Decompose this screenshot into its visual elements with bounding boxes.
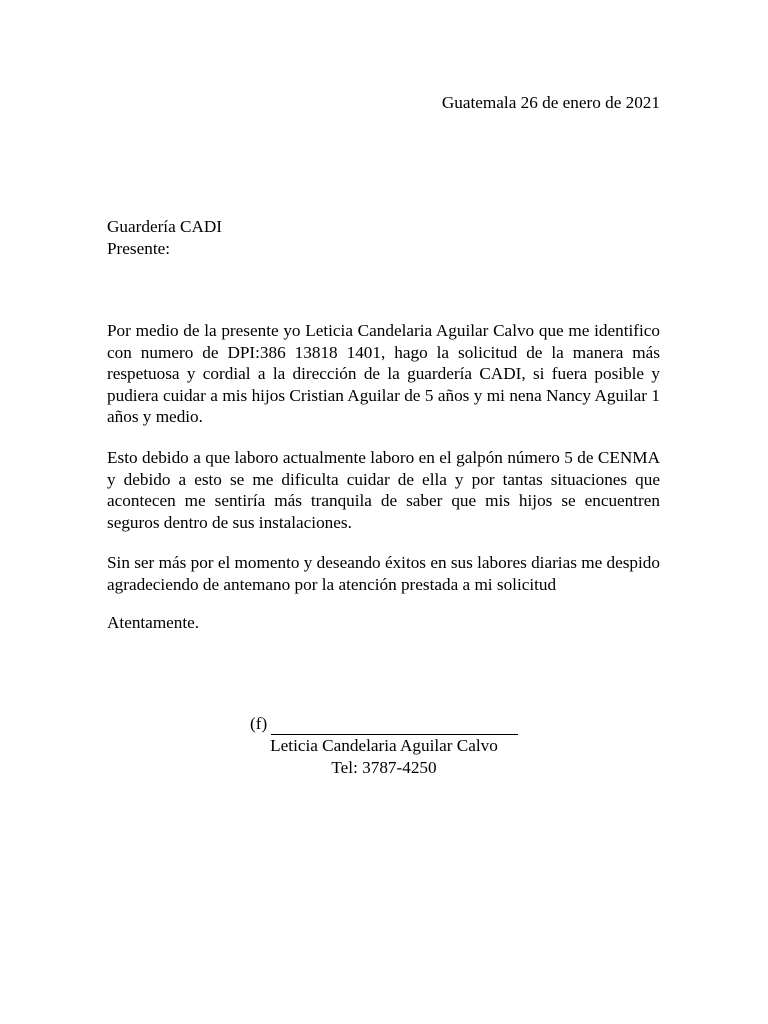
- closing-line: Atentamente.: [107, 613, 200, 632]
- body-paragraph-request: Por medio de la presente yo Leticia Candelaria Aguilar Calvo que me identifico con numero de DPI:386 13818 1401, hago la solicitud de la manera más respetuosa y cordial a la dirección de la guardería CADI, si fuera posible y pudiera cuidar a mis hijos Cristian Aguilar de 5 años y mi nena Nancy Aguilar 1 años y medio.: [107, 321, 660, 427]
- signatory-name: Leticia Candelaria Aguilar Calvo: [270, 736, 498, 755]
- signature-block: [250, 713, 518, 779]
- signature-line: [250, 713, 518, 735]
- recipient-salutation: Presente:: [107, 239, 171, 258]
- signatory-phone: Tel: 3787-4250: [331, 758, 437, 777]
- recipient-name: Guardería CADI: [107, 217, 223, 236]
- signature-prefix: (f): [250, 714, 268, 733]
- recipient-block: [107, 216, 222, 260]
- letter-body: [107, 320, 660, 615]
- body-paragraph-farewell: Sin ser más por el momento y deseando éxitos en sus labores diarias me despido agradeciendo de antemano por la atención prestada a mi solicitud: [107, 553, 660, 594]
- date-line: Guatemala 26 de enero de 2021: [441, 93, 660, 112]
- signature-rule: [271, 716, 518, 735]
- body-paragraph-reason: Esto debido a que laboro actualmente laboro en el galpón número 5 de CENMA y debido a esto se me dificulta cuidar de ella y por tantas situaciones que acontecen me sentiría más tranquila de saber que mis hijos se encuentren seguros dentro de sus instalaciones.: [107, 447, 660, 532]
